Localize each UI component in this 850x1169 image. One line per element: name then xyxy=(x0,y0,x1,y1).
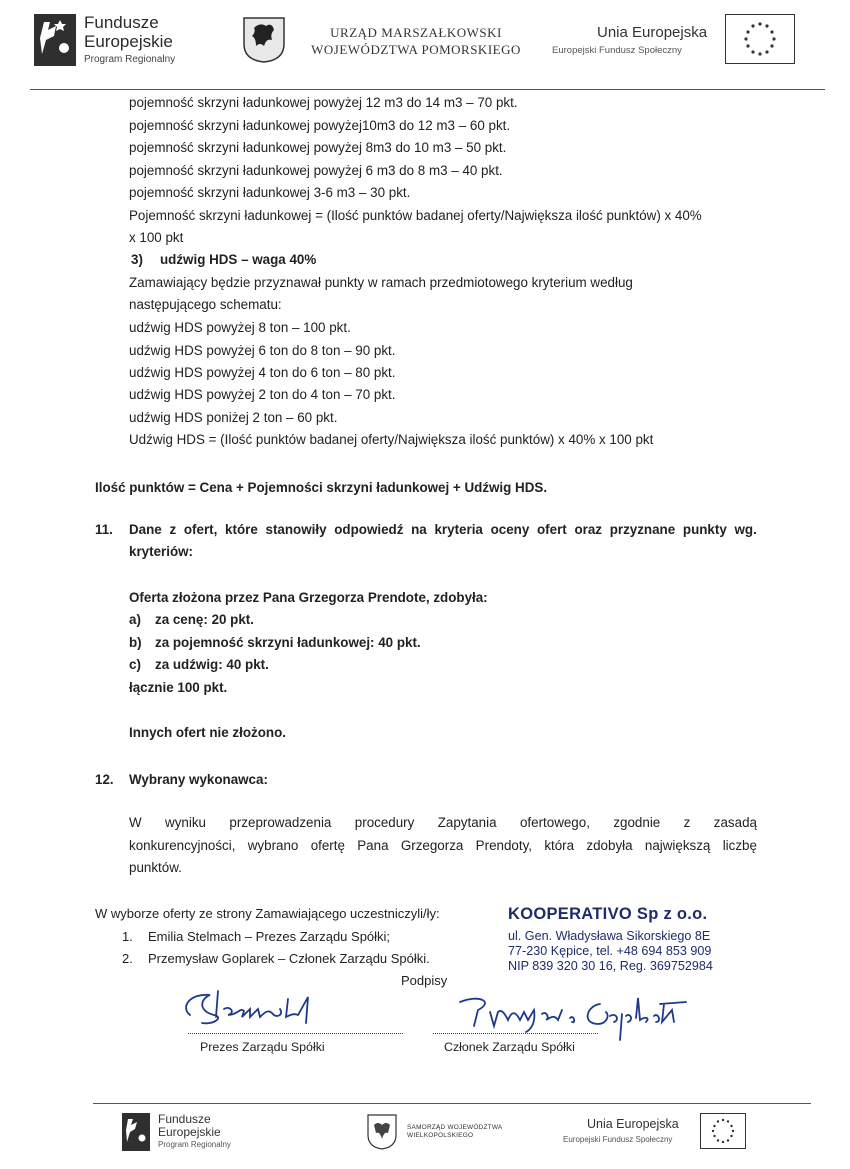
para-word: Pana xyxy=(357,838,389,853)
footer-fe-title-2: Europejskie xyxy=(158,1125,221,1139)
section-12-para-line-2 xyxy=(129,838,757,853)
right-signature-line xyxy=(433,1033,598,1034)
header-rule xyxy=(30,89,825,90)
capacity-line: pojemność skrzyni ładunkowej powyżej 8m3 do 10 m3 – 50 pkt. xyxy=(129,140,507,155)
para-word: wybrano xyxy=(247,838,299,853)
title-word: stanowiły xyxy=(265,522,327,537)
footer-ue-title: Unia Europejska xyxy=(587,1117,679,1131)
title-word: ofert, xyxy=(183,522,218,537)
title-word: Dane xyxy=(129,522,162,537)
urzad-line-1: URZĄD MARSZAŁKOWSKI xyxy=(330,25,502,40)
para-word: konkurencyjności, xyxy=(129,838,236,853)
hds-line: udźwig HDS powyżej 2 ton do 4 ton – 70 pkt. xyxy=(129,387,396,402)
para-word: W xyxy=(129,815,142,830)
participant-name: Emilia Stelmach – Prezes Zarządu Spółki; xyxy=(148,929,391,944)
para-word: z xyxy=(683,815,691,830)
urzad-line-2: WOJEWÓDZTWA POMORSKIEGO xyxy=(311,42,521,57)
section-12-para-line-3: punktów. xyxy=(129,860,182,875)
fundusze-europejskie-logo-icon xyxy=(34,14,76,66)
footer-fe-subtitle: Program Regionalny xyxy=(158,1140,231,1149)
para-word: która xyxy=(544,838,575,853)
section-12-number: 12. xyxy=(95,772,114,787)
para-word: największą xyxy=(644,838,711,853)
capacity-line: pojemność skrzyni ładunkowej 3-6 m3 – 30 pkt. xyxy=(129,185,411,200)
footer-ue-subtitle: Europejski Fundusz Społeczny xyxy=(563,1135,673,1144)
para-word: ofertowego, xyxy=(519,815,590,830)
section-12-title: Wybrany wykonawca: xyxy=(129,772,268,787)
hds-heading-number: 3) xyxy=(131,252,143,267)
hds-intro: Zamawiający będzie przyznawał punkty w ramach przedmiotowego kryterium według xyxy=(129,275,633,290)
participant-name: Przemysław Goplarek – Członek Zarządu Spółki. xyxy=(148,951,430,966)
para-word: ofertę xyxy=(310,838,345,853)
wielkopolska-eagle-crest-icon xyxy=(366,1113,398,1151)
section-11-number: 11. xyxy=(95,522,113,537)
hds-formula: Udźwig HDS = (Ilość punktów badanej oferty/Największa ilość punktów) x 40% x 100 pkt xyxy=(129,432,654,447)
right-handwritten-signature xyxy=(450,990,700,1045)
para-word: Zapytania xyxy=(437,815,497,830)
footer-samorzad-1: SAMORZĄD WOJEWÓDZTWA xyxy=(407,1124,503,1131)
stamp-address: ul. Gen. Władysława Sikorskiego 8E xyxy=(508,929,711,943)
hds-line: udźwig HDS powyżej 6 ton do 8 ton – 90 pkt. xyxy=(129,343,396,358)
hds-line: udźwig HDS poniżej 2 ton – 60 pkt. xyxy=(129,410,338,425)
capacity-formula-cont: x 100 pkt xyxy=(129,230,184,245)
hds-line: udźwig HDS powyżej 8 ton – 100 pkt. xyxy=(129,320,351,335)
footer-rule xyxy=(93,1103,811,1104)
eu-flag-icon xyxy=(725,14,795,64)
title-word: wg. xyxy=(734,522,757,537)
stamp-nip-reg: NIP 839 320 30 16, Reg. 369752984 xyxy=(508,959,713,973)
para-word: Grzegorza xyxy=(400,838,464,853)
offer-item-text: za pojemność skrzyni ładunkowej: 40 pkt. xyxy=(155,635,421,650)
capacity-formula: Pojemność skrzyni ładunkowej = (Ilość punktów badanej oferty/Największa ilość punktów) x 40% xyxy=(129,208,702,223)
footer-fe-title-1: Fundusze xyxy=(158,1112,211,1126)
fe-subtitle: Program Regionalny xyxy=(84,54,176,65)
offer-item-letter: c) xyxy=(129,657,141,672)
capacity-line: pojemność skrzyni ładunkowej powyżej 12 m3 do 14 m3 – 70 pkt. xyxy=(129,95,518,110)
section-12-para-line-1 xyxy=(129,815,757,830)
participant-number: 1. xyxy=(122,929,133,944)
footer-fe-title xyxy=(158,1113,231,1150)
para-word: Prendoty, xyxy=(475,838,532,853)
footer-samorzad xyxy=(407,1124,502,1140)
offer-heading: Oferta złożona przez Pana Grzegorza Prendote, zdobyła: xyxy=(129,590,488,605)
urzad-title xyxy=(296,24,536,58)
stamp-city-phone: 77-230 Kępice, tel. +48 694 853 909 xyxy=(508,944,712,958)
footer-eu-flag-icon xyxy=(700,1113,746,1149)
para-word: zdobyła xyxy=(586,838,633,853)
offer-item-letter: a) xyxy=(129,612,141,627)
title-word: punkty xyxy=(682,522,727,537)
footer-samorzad-2: WIELKOPOLSKIEGO xyxy=(407,1132,474,1139)
offer-item-text: za udźwig: 40 pkt. xyxy=(155,657,269,672)
title-word: odpowiedź xyxy=(334,522,404,537)
capacity-line: pojemność skrzyni ładunkowej powyżej 6 m3 do 8 m3 – 40 pkt. xyxy=(129,163,503,178)
title-word: na xyxy=(411,522,427,537)
total-formula: Ilość punktów = Cena + Pojemnośc​i skrzyni ładunkowej + Udźwig HDS. xyxy=(95,480,548,495)
title-word: które xyxy=(225,522,258,537)
offer-total: łącznie 100 pkt. xyxy=(129,680,228,695)
hds-heading: udźwig HDS – waga 40% xyxy=(160,252,317,267)
participants-intro: W wyborze oferty ze strony Zamawiającego uczestniczyli/ły: xyxy=(95,906,440,921)
title-word: oceny xyxy=(490,522,530,537)
capacity-line: pojemność skrzyni ładunkowej powyżej10m3 do 12 m3 – 60 pkt. xyxy=(129,118,511,133)
no-other-offers: Innych ofert nie złożono. xyxy=(129,725,286,740)
para-word: zgodnie xyxy=(613,815,661,830)
title-word: kryteria xyxy=(434,522,483,537)
podpisy-label: Podpisy xyxy=(401,973,448,988)
para-word: zasadą xyxy=(713,815,757,830)
ue-subtitle: Europejski Fundusz Społeczny xyxy=(552,45,682,56)
left-signature-line xyxy=(188,1033,403,1034)
offer-item-text: za cenę: 20 pkt. xyxy=(155,612,254,627)
pomorskie-crest-icon xyxy=(242,16,286,64)
title-word: z xyxy=(169,522,177,537)
fe-title-1: Fundusze xyxy=(84,13,159,32)
section-11-title xyxy=(129,522,757,537)
para-word: liczbę xyxy=(722,838,757,853)
para-word: procedury xyxy=(354,815,415,830)
hds-intro-cont: następującego schematu: xyxy=(129,297,282,312)
left-handwritten-signature xyxy=(180,985,380,1033)
fe-title-2: Europejskie xyxy=(84,32,173,51)
para-word: przeprowadzenia xyxy=(229,815,332,830)
title-word: ofert xyxy=(536,522,567,537)
participant-number: 2. xyxy=(122,951,133,966)
right-signature-label: Członek Zarządu Spółki xyxy=(444,1040,575,1054)
footer-fundusze-logo-icon xyxy=(122,1113,150,1151)
ue-title: Unia Europejska xyxy=(597,24,708,41)
title-word: oraz xyxy=(574,522,602,537)
left-signature-label: Prezes Zarządu Spółki xyxy=(200,1040,325,1054)
section-11-title-cont: kryteriów: xyxy=(129,544,193,559)
hds-line: udźwig HDS powyżej 4 ton do 6 ton – 80 pkt. xyxy=(129,365,396,380)
stamp-company-name: KOOPERATIVO Sp z o.o. xyxy=(508,905,708,923)
offer-item-letter: b) xyxy=(129,635,142,650)
para-word: wyniku xyxy=(165,815,206,830)
title-word: przyznane xyxy=(609,522,676,537)
